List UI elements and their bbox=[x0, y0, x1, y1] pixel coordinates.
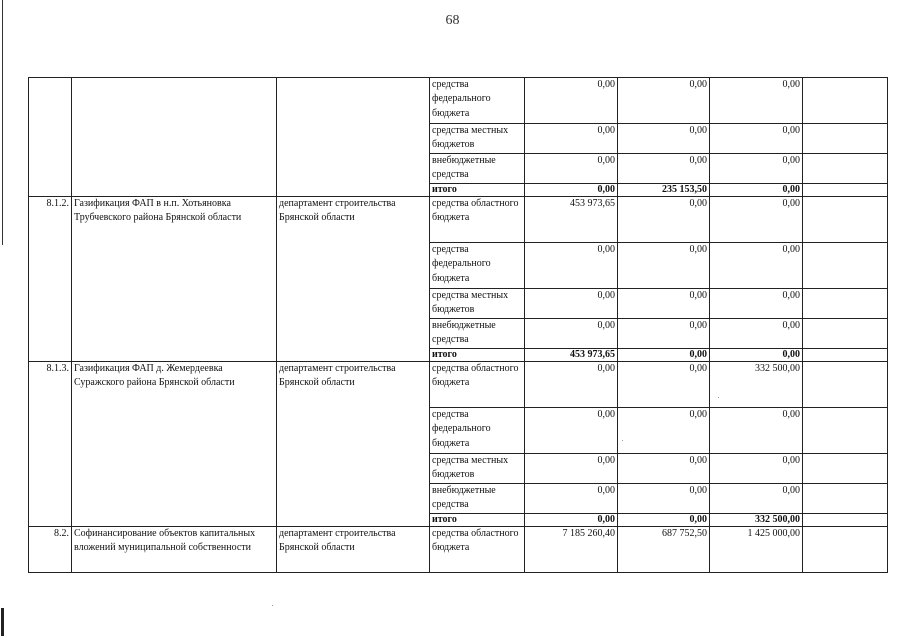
amount-year-1: 0,00 bbox=[525, 78, 618, 124]
executor: департамент строительства Брянской области bbox=[277, 362, 430, 527]
amount-year-3: 1 425 000,00 bbox=[710, 527, 803, 573]
empty-cell bbox=[803, 349, 888, 362]
amount-year-3: 0,00 bbox=[710, 243, 803, 289]
scan-speck bbox=[272, 605, 273, 606]
table-row bbox=[29, 78, 888, 124]
total-year-1: 0,00 bbox=[525, 184, 618, 197]
total-year-1: 0,00 bbox=[525, 514, 618, 527]
funding-source-total: итого bbox=[430, 184, 525, 197]
funding-source: средства федерального бюджета bbox=[430, 408, 525, 454]
funding-source: средства местных бюджетов bbox=[430, 289, 525, 319]
amount-year-2: 0,00 bbox=[618, 154, 710, 184]
empty-cell bbox=[803, 197, 888, 243]
empty-cell bbox=[803, 362, 888, 408]
amount-year-1: 0,00 bbox=[525, 154, 618, 184]
item-code: 8.2. bbox=[29, 527, 72, 573]
funding-source: средства областного бюджета bbox=[430, 197, 525, 243]
executor-cell bbox=[277, 78, 430, 197]
empty-cell bbox=[803, 124, 888, 154]
amount-year-2: 0,00 bbox=[618, 78, 710, 124]
amount-year-1: 0,00 bbox=[525, 454, 618, 484]
amount-year-1: 0,00 bbox=[525, 319, 618, 349]
amount-year-1: 0,00 bbox=[525, 408, 618, 454]
table-row bbox=[29, 197, 888, 243]
funding-source-total: итого bbox=[430, 349, 525, 362]
total-year-3: 332 500,00 bbox=[710, 514, 803, 527]
empty-cell bbox=[803, 184, 888, 197]
amount-year-2: 0,00 bbox=[618, 454, 710, 484]
amount-year-2: 687 752,50 bbox=[618, 527, 710, 573]
funding-source: внебюджетные средства bbox=[430, 154, 525, 184]
total-year-2: 0,00 bbox=[618, 514, 710, 527]
amount-year-1: 0,00 bbox=[525, 124, 618, 154]
total-year-3: 0,00 bbox=[710, 349, 803, 362]
item-name: Газификация ФАП д. Жемердеевка Суражского района Брянской области bbox=[72, 362, 277, 527]
empty-cell bbox=[803, 454, 888, 484]
funding-source: средства местных бюджетов bbox=[430, 124, 525, 154]
amount-year-3: 0,00 bbox=[710, 154, 803, 184]
empty-cell bbox=[803, 154, 888, 184]
item-code: 8.1.2. bbox=[29, 197, 72, 362]
empty-cell bbox=[803, 514, 888, 527]
amount-year-3: 0,00 bbox=[710, 78, 803, 124]
funding-source: средства федерального бюджета bbox=[430, 78, 525, 124]
amount-year-1: 0,00 bbox=[525, 484, 618, 514]
amount-year-2: 0,00 bbox=[618, 362, 710, 408]
amount-year-3: 0,00 bbox=[710, 197, 803, 243]
funding-source: внебюджетные средства bbox=[430, 484, 525, 514]
item-name: Газификация ФАП в н.п. Хотьяновка Трубчевского района Брянской области bbox=[72, 197, 277, 362]
executor: департамент строительства Брянской области bbox=[277, 527, 430, 573]
empty-cell bbox=[803, 243, 888, 289]
empty-cell bbox=[803, 408, 888, 454]
item-name: Софинансирование объектов капитальных вложений муниципальной собственности bbox=[72, 527, 277, 573]
amount-year-2: 0,00 bbox=[618, 484, 710, 514]
amount-year-1: 0,00 bbox=[525, 362, 618, 408]
funding-source: средства местных бюджетов bbox=[430, 454, 525, 484]
item-name-cell bbox=[72, 78, 277, 197]
amount-year-3: 0,00 bbox=[710, 454, 803, 484]
amount-year-3: 0,00 bbox=[710, 289, 803, 319]
amount-year-1: 0,00 bbox=[525, 243, 618, 289]
amount-year-3: 0,00 bbox=[710, 484, 803, 514]
amount-year-2: 0,00 bbox=[618, 243, 710, 289]
amount-year-3: 0,00 bbox=[710, 408, 803, 454]
funding-source: внебюджетные средства bbox=[430, 319, 525, 349]
funding-source: средства областного бюджета bbox=[430, 362, 525, 408]
scan-margin-mark bbox=[1, 608, 4, 636]
funding-source: средства областного бюджета bbox=[430, 527, 525, 573]
executor: департамент строительства Брянской области bbox=[277, 197, 430, 362]
total-year-3: 0,00 bbox=[710, 184, 803, 197]
amount-year-2: 0,00 bbox=[618, 124, 710, 154]
amount-year-1: 453 973,65 bbox=[525, 197, 618, 243]
item-code: 8.1.3. bbox=[29, 362, 72, 527]
table-row bbox=[29, 527, 888, 573]
empty-cell bbox=[803, 527, 888, 573]
budget-table bbox=[28, 77, 888, 573]
funding-source: средства федерального бюджета bbox=[430, 243, 525, 289]
amount-year-2: 0,00 bbox=[618, 197, 710, 243]
amount-year-1: 0,00 bbox=[525, 289, 618, 319]
total-year-1: 453 973,65 bbox=[525, 349, 618, 362]
empty-cell bbox=[803, 319, 888, 349]
amount-year-2: 0,00 bbox=[618, 319, 710, 349]
empty-cell bbox=[803, 484, 888, 514]
empty-cell bbox=[803, 78, 888, 124]
table-row bbox=[29, 362, 888, 408]
amount-year-3: 0,00 bbox=[710, 319, 803, 349]
amount-year-1: 7 185 260,40 bbox=[525, 527, 618, 573]
funding-source-total: итого bbox=[430, 514, 525, 527]
empty-cell bbox=[803, 289, 888, 319]
scan-margin-line bbox=[2, 0, 3, 245]
amount-year-3: 332 500,00 bbox=[710, 362, 803, 408]
total-year-2: 235 153,50 bbox=[618, 184, 710, 197]
amount-year-3: 0,00 bbox=[710, 124, 803, 154]
amount-year-2: 0,00 bbox=[618, 408, 710, 454]
amount-year-2: 0,00 bbox=[618, 289, 710, 319]
page-number: 68 bbox=[445, 13, 460, 28]
item-code-cell bbox=[29, 78, 72, 197]
total-year-2: 0,00 bbox=[618, 349, 710, 362]
